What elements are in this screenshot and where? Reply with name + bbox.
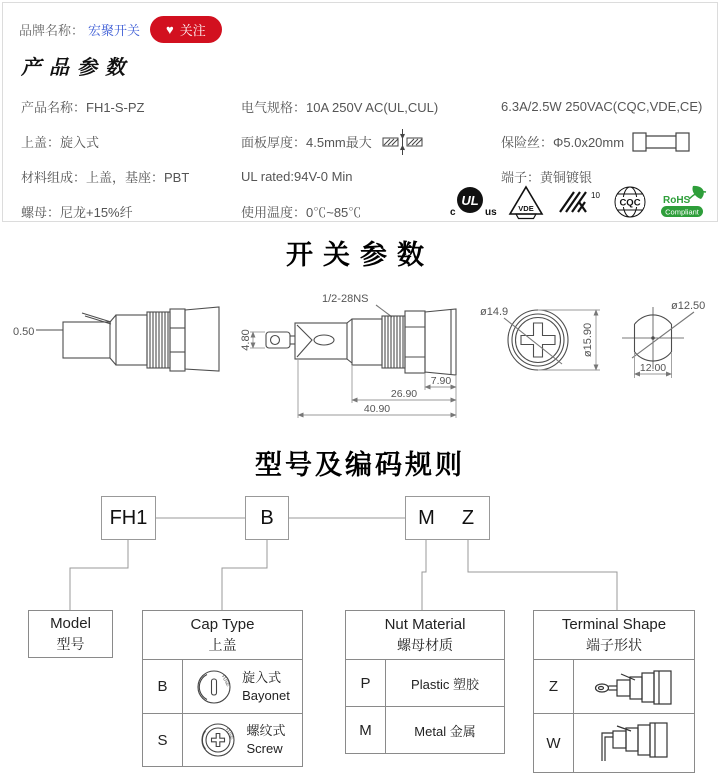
table-row	[143, 713, 302, 766]
cul-us-icon	[443, 185, 497, 219]
nut-material-table	[345, 610, 505, 754]
dim-rear-flat-width: 12.00	[639, 362, 667, 374]
spec-rating-vde: 6.3A/2.5W 250VAC(CQC,VDE,CE)	[501, 99, 703, 114]
front-view-drawing	[504, 310, 568, 370]
model-table	[28, 610, 113, 658]
terminal-z-icon	[593, 668, 675, 706]
technical-drawings	[0, 278, 720, 443]
section-title-product-params: 产品参数	[21, 55, 133, 79]
nut-material-header	[346, 611, 504, 659]
nut-title-en: Nut Material	[384, 615, 466, 633]
terminal-code-w: W	[534, 714, 574, 772]
follow-button-label: 关注	[179, 23, 206, 38]
dim-rear-diameter: ø12.50	[671, 300, 706, 312]
model-table-title-en: Model	[50, 614, 91, 632]
cap-type-title-en: Cap Type	[190, 615, 255, 633]
nut-title-cn: 螺母材质	[397, 636, 453, 653]
spec-column-3	[501, 89, 716, 194]
spec-terminal: 端子：黄铜镀银	[501, 170, 593, 185]
code-box-nut-material: M	[405, 496, 448, 540]
vde-text: VDE	[518, 204, 534, 213]
product-parameters-panel	[2, 2, 718, 222]
code-box-cap-type: B	[245, 496, 289, 540]
dim-cap-depth: 7.90	[430, 375, 452, 387]
code-box-model: FH1	[101, 496, 156, 540]
dim-total-length: 40.90	[363, 403, 391, 415]
fuse-icon-label: FUSE	[220, 673, 232, 687]
brand-bar	[19, 16, 222, 43]
nut-p-label: Plastic 塑胶	[411, 676, 479, 692]
spec-electrical: 电气规格：10A 250V AC(UL,CUL)	[241, 100, 439, 115]
fuse-icon-label: FUSE	[225, 727, 236, 741]
model-table-title-cn: 型号	[56, 635, 85, 652]
cap-type-header	[143, 611, 302, 659]
cap-b-label-cn: 旋入式	[242, 669, 282, 685]
nut-code-p: P	[346, 660, 386, 706]
table-row	[534, 659, 694, 713]
dim-front-inner-diameter: ø14.9	[480, 306, 509, 318]
rohs-compliant-text: Compliant	[665, 207, 699, 217]
section-view-drawing	[266, 305, 456, 375]
rohs-text: RoHS	[663, 195, 691, 206]
dim-wire-diameter: 0.50	[13, 326, 35, 338]
rohs-icon	[659, 185, 709, 219]
spec-fuse: 保险丝：Φ5.0x20mm	[501, 124, 716, 159]
terminal-shape-header	[534, 611, 694, 659]
heart-icon: ♥	[166, 22, 174, 37]
bayonet-cap-icon	[195, 668, 233, 706]
nut-code-m: M	[346, 707, 386, 753]
terminal-title-en: Terminal Shape	[561, 615, 667, 633]
dim-terminal-height: 4.80	[240, 329, 252, 351]
fuse-icon	[632, 131, 690, 153]
ul-c-text: c	[450, 207, 456, 218]
rear-view-drawing	[622, 307, 694, 369]
table-row	[143, 659, 302, 713]
spec-material: 材料组成：上盖，基座：PBT	[21, 170, 190, 185]
brand-name-link[interactable]: 宏聚开关	[88, 23, 141, 38]
terminal-title-cn: 端子形状	[586, 636, 642, 653]
spec-product-name: 产品名称：FH1-S-PZ	[21, 100, 145, 115]
dim-thread-spec: 1/2-28NS	[322, 293, 369, 305]
ul-text: UL	[461, 193, 479, 208]
k10-icon	[555, 185, 601, 219]
table-row	[346, 706, 504, 753]
spec-column-1	[21, 89, 236, 229]
spec-nut: 螺母：尼龙+15%纤	[21, 205, 133, 220]
terminal-w-icon	[593, 721, 675, 765]
cap-s-label-en: Screw	[246, 741, 283, 756]
cap-type-table	[142, 610, 303, 767]
ul-us-text: us	[485, 207, 497, 218]
dimension-labels	[13, 293, 705, 415]
dim-body-length: 26.90	[390, 388, 418, 400]
cqc-text: CQC	[619, 197, 641, 209]
certification-icons-row	[443, 183, 715, 221]
spec-temperature: 使用温度：0℃~85℃	[241, 205, 362, 220]
cap-code-s: S	[143, 714, 183, 766]
terminal-code-z: Z	[534, 660, 574, 713]
table-row	[534, 713, 694, 772]
section-title-coding-rules: 型号及编码规则	[255, 450, 465, 480]
cap-code-b: B	[143, 660, 183, 713]
terminal-shape-table	[533, 610, 695, 773]
table-row	[346, 659, 504, 706]
cap-b-label-en: Bayonet	[242, 687, 290, 703]
spec-ul-rated: UL rated:94V-0 Min	[241, 169, 353, 184]
panel-thickness-icon	[380, 128, 426, 156]
cap-type-title-cn: 上盖	[208, 636, 237, 653]
section-title-switch-params: 开关参数	[286, 240, 434, 270]
vde-icon	[508, 184, 544, 220]
side-view-drawing	[36, 307, 219, 371]
cqc-icon	[612, 184, 648, 220]
spec-cap: 上盖：旋入式	[21, 135, 100, 150]
spec-panel-thickness: 面板厚度：4.5mm最大	[241, 124, 496, 159]
k10-text: 10	[591, 191, 600, 200]
dim-front-outer-diameter: ø15.90	[582, 322, 594, 358]
brand-label: 品牌名称：	[19, 23, 85, 38]
code-box-terminal-shape: Z	[447, 496, 490, 540]
screw-cap-icon	[199, 721, 237, 759]
follow-button[interactable]	[150, 16, 222, 43]
cap-s-label-cn: 螺纹式	[246, 723, 286, 739]
nut-m-label: Metal 金属	[414, 723, 476, 739]
